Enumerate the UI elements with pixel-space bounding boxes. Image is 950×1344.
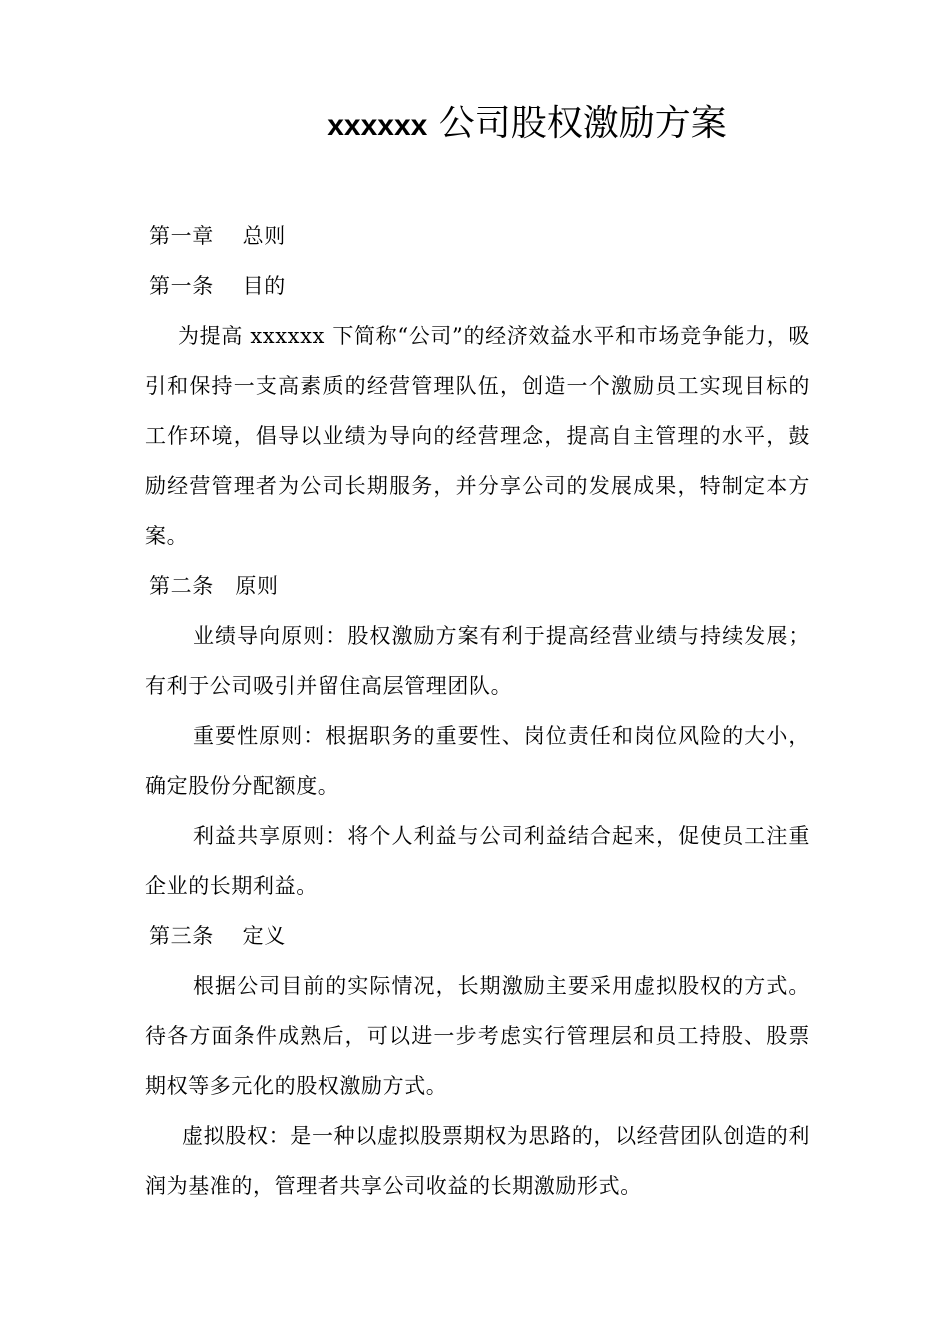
article-2-paragraph-1: 业绩导向原则：股权激励方案有利于提高经营业绩与持续发展；有利于公司吸引并留住高层管理团队。: [145, 624, 810, 698]
article-2-paragraph-3: 利益共享原则：将个人利益与公司利益结合起来，促使员工注重企业的长期利益。: [145, 824, 810, 898]
document-title: [0, 96, 950, 154]
chapter-heading: 第一章 总则: [149, 224, 286, 248]
article-1-heading: 第一条 目的: [149, 274, 286, 298]
title-company-name: xxxxxx: [327, 109, 428, 142]
title-text: 公司股权激励方案: [427, 103, 727, 144]
article-3-paragraph-1: 根据公司目前的实际情况，长期激励主要采用虚拟股权的方式。待各方面条件成熟后，可以进一步考虑实行管理层和员工持股、股票期权等多元化的股权激励方式。: [145, 974, 810, 1098]
article-3-paragraph-2: 虚拟股权：是一种以虚拟股票期权为思路的，以经营团队创造的利润为基准的，管理者共享公司收益的长期激励形式。: [145, 1124, 810, 1198]
article-2-heading: 第二条 原则: [149, 574, 279, 598]
article-3-heading: 第三条 定义: [149, 924, 286, 948]
document-body: [145, 211, 810, 1211]
article-1-paragraph: 为提高 xxxxxx 下简称“公司”的经济效益水平和市场竞争能力，吸引和保持一支高素质的经营管理队伍，创造一个激励员工实现目标的工作环境，倡导以业绩为导向的经营理念，提高自主管理的水平，鼓励经营管理者为公司长期服务，并分享公司的发展成果，特制定本方案。: [145, 324, 810, 548]
article-2-paragraph-2: 重要性原则：根据职务的重要性、岗位责任和岗位风险的大小，确定股份分配额度。: [145, 724, 810, 798]
